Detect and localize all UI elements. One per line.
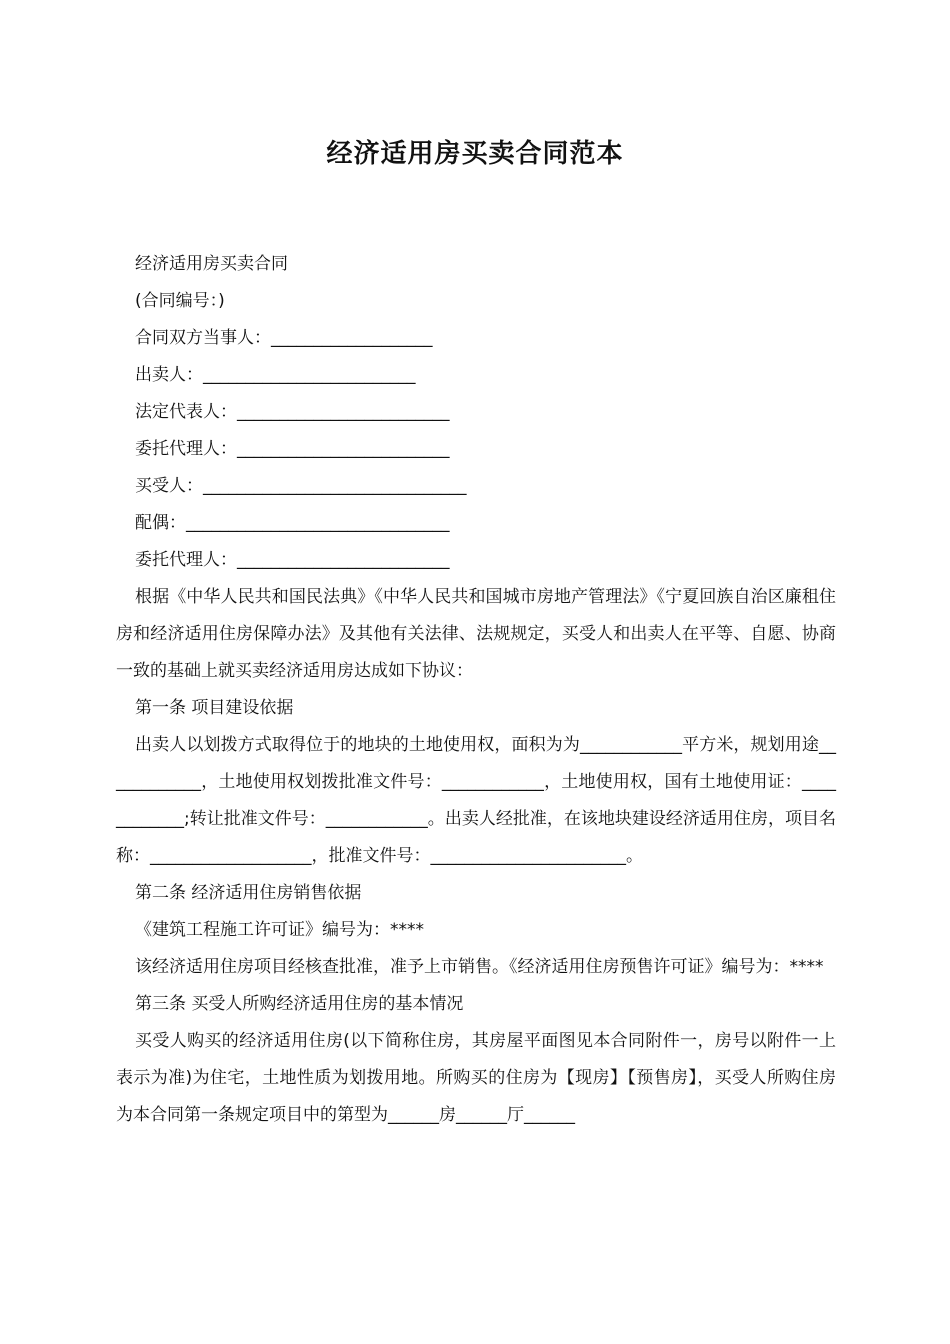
seller-line: 出卖人：_________________________ [135,365,416,385]
preamble-paragraph: 根据《中华人民共和国民法典》《中华人民共和国城市房地产管理法》《宁夏回族自治区廉租住房和经济适用住房保障办法》及其他有关法律、法规规定，买受人和出卖人在平等、自愿、协商一致的基础上就买卖经济适用房达成如下协议： [116,587,836,681]
legal-representative-line: 法定代表人：_________________________ [135,402,450,422]
document-body [116,246,836,1134]
article-2-text: 该经济适用住房项目经核查批准，准予上市销售。《经济适用住房预售许可证》编号为：**** [135,957,824,977]
article-2-permit: 《建筑工程施工许可证》编号为：**** [135,920,424,940]
buyer-line: 买受人：_______________________________ [135,476,467,496]
buyer-agent-line: 委托代理人：_________________________ [135,550,450,570]
article-1-text: 出卖人以划拨方式取得位于的地块的土地使用权，面积为为____________平方米，规划用途____________，土地使用权划拨批准文件号：____________，土地使用权，国有土地使用证：____________;转让批准文件号：____________。出卖人经批准，在该地块建设经济适用住房，项目名称：___________________，批准文件号：_______________________。 [116,735,836,866]
contract-number-line: (合同编号：) [135,291,225,311]
article-3-text: 买受人购买的经济适用住房(以下简称住房，其房屋平面图见本合同附件一，房号以附件一上表示为准)为住宅，土地性质为划拨用地。所购买的住房为【现房】【预售房】，买受人所购住房为本合同第一条规定项目中的第型为______房______厅______ [116,1031,836,1125]
parties-line: 合同双方当事人：___________________ [135,328,433,348]
spouse-line: 配偶：_______________________________ [135,513,450,533]
document-title: 经济适用房买卖合同范本 [326,139,624,169]
contract-name-line: 经济适用房买卖合同 [135,254,288,274]
article-1-heading: 第一条 项目建设依据 [135,698,294,718]
seller-agent-line: 委托代理人：_________________________ [135,439,450,459]
article-3-heading: 第三条 买受人所购经济适用住房的基本情况 [135,994,464,1014]
article-2-heading: 第二条 经济适用住房销售依据 [135,883,362,903]
